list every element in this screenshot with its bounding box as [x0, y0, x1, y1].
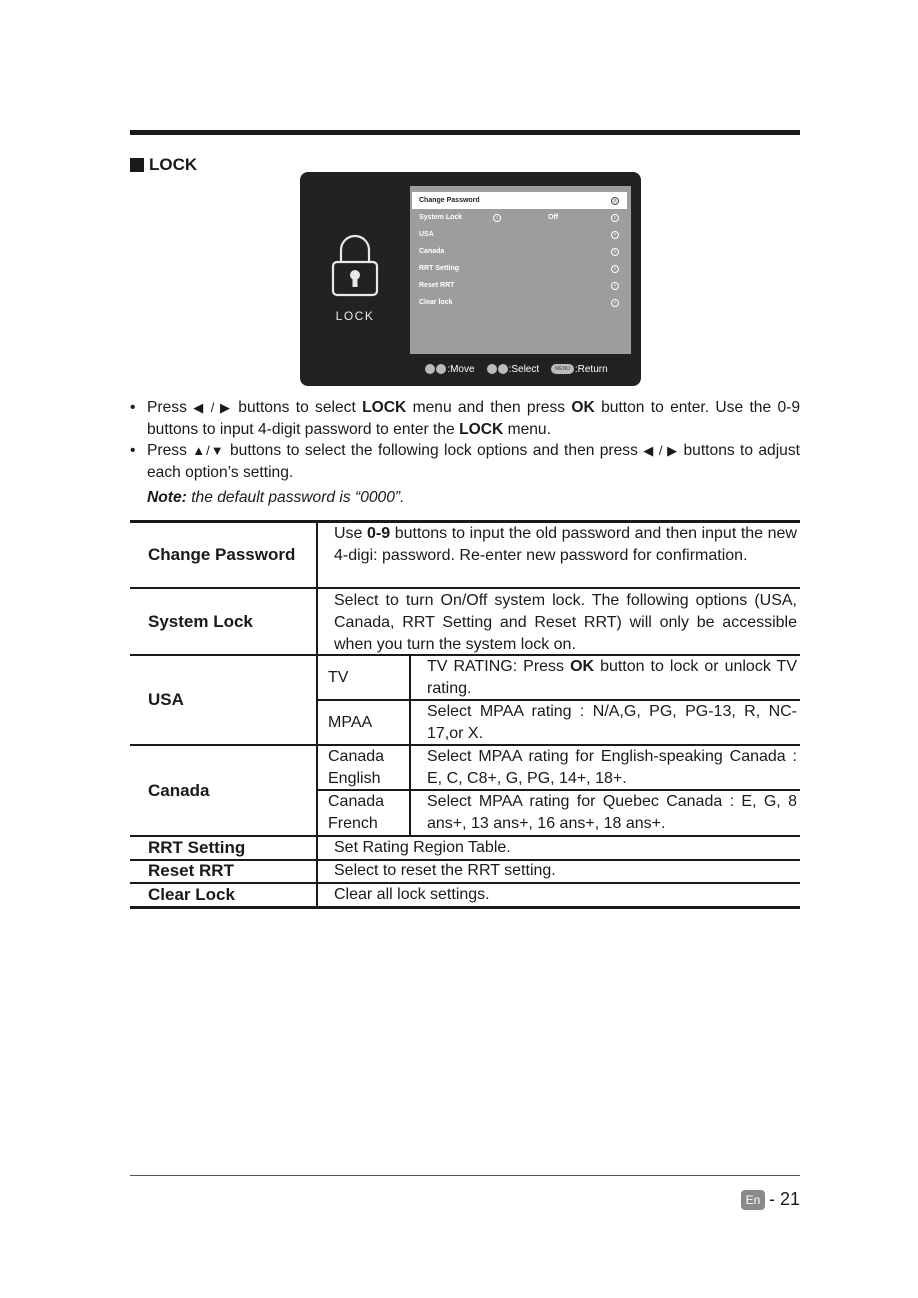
tv-menu-item-reset-rrt[interactable] — [412, 277, 627, 294]
row-desc-system-lock: Select to turn On/Off system lock. The following options (USA, Canada, RRT Setting and Reset RRT) will only be accessible when you turn the system lock on. — [334, 592, 797, 653]
arrow-right-icon: › — [611, 248, 619, 256]
left-button-icon — [487, 364, 497, 374]
tv-menu-item-label: System Lock — [419, 214, 463, 221]
sub-label-tv: TV — [328, 668, 349, 686]
sub-label-canada-english: Canada English — [328, 748, 385, 787]
note-label: Note: — [147, 489, 187, 506]
tv-menu-item-label: Reset RRT — [419, 282, 455, 289]
instruction-bullet-2 — [130, 440, 800, 483]
table-rule — [130, 906, 800, 909]
arrow-right-icon: › — [611, 299, 619, 307]
move-hint — [425, 364, 474, 375]
tv-menu-panel — [410, 186, 631, 354]
row-desc-rrt-setting: Set Rating Region Table. — [334, 839, 511, 856]
bottom-rule — [130, 1175, 800, 1176]
row-desc-usa-mpaa: Select MPAA rating : N/A,G, PG, PG-13, R, NC-17,or X. — [427, 703, 797, 742]
sub-label-mpaa: MPAA — [328, 713, 373, 731]
note — [147, 489, 404, 507]
table-column-rule — [316, 520, 318, 908]
return-hint — [551, 364, 608, 375]
bullet-dot: • — [130, 399, 136, 416]
row-desc-usa-tv: TV RATING: Press OK button to lock or unlock TV rating. — [427, 658, 797, 697]
row-desc-reset-rrt: Select to reset the RRT setting. — [334, 862, 556, 879]
arrow-right-icon: › — [611, 214, 619, 222]
tv-menu-item-system-lock[interactable] — [412, 209, 627, 226]
tv-menu-item-value: Off — [548, 214, 559, 221]
tv-menu-item-label: Change Password — [419, 197, 480, 204]
tv-screen — [300, 172, 641, 386]
down-button-icon — [436, 364, 446, 374]
right-button-icon — [498, 364, 508, 374]
row-desc-canada-english: Select MPAA rating for English-speaking Canada : E, C, C8+, G, PG, 14+, 18+. — [427, 748, 797, 787]
instruction-text-2: Press ▲/▼ buttons to select the following lock options and then press ◀ / ▶ buttons to adjust each option’s setting. — [147, 442, 800, 481]
bullet-dot: • — [130, 442, 136, 459]
select-hint — [487, 364, 540, 375]
page-footer — [741, 1189, 800, 1210]
language-badge: En — [741, 1190, 765, 1210]
page-number: - 21 — [768, 1189, 800, 1209]
tv-menu-item-label: RRT Setting — [419, 265, 460, 272]
row-desc-canada-french: Select MPAA rating for Quebec Canada : E, G, 8 ans+, 13 ans+, 16 ans+, 18 ans+. — [427, 793, 797, 832]
row-label-change-password: Change Password — [148, 544, 296, 564]
tv-left-panel — [300, 172, 410, 386]
row-label-usa: USA — [148, 690, 184, 709]
tv-footer-hints — [410, 358, 631, 380]
up-button-icon — [425, 364, 435, 374]
left-right-arrow-icons: ◀ / ▶ — [193, 400, 232, 415]
return-hint-label: :Return — [574, 363, 608, 375]
table-column-rule — [409, 654, 411, 835]
select-hint-label: :Select — [508, 363, 540, 375]
square-bullet-icon — [130, 158, 144, 172]
tv-menu-item-label: USA — [419, 231, 434, 238]
row-desc-clear-lock: Clear all lock settings. — [334, 886, 490, 903]
left-right-arrow-icons: ◀ / ▶ — [643, 443, 679, 458]
padlock-icon — [331, 232, 379, 297]
row-label-reset-rrt: Reset RRT — [148, 861, 234, 880]
up-down-arrow-icons: ▲/▼ — [192, 443, 225, 458]
tv-menu-item-label: Clear lock — [419, 299, 453, 306]
row-desc-change-password: Use 0-9 buttons to input the old password and then input the new 4-digi: password. Re-enter new password for confirmation. — [334, 525, 797, 564]
tv-menu-item-change-password[interactable] — [412, 192, 627, 209]
section-heading — [130, 155, 197, 175]
tv-menu-item-rrt-setting[interactable] — [412, 260, 627, 277]
arrow-right-icon: › — [611, 282, 619, 290]
tv-menu-item-usa[interactable] — [412, 226, 627, 243]
arrow-right-icon: › — [611, 231, 619, 239]
instruction-bullet-1 — [130, 397, 800, 440]
section-title: LOCK — [149, 155, 198, 174]
sub-label-canada-french: Canada French — [328, 793, 385, 832]
row-label-rrt-setting: RRT Setting — [148, 838, 246, 857]
row-label-canada: Canada — [148, 780, 210, 800]
row-label-clear-lock: Clear Lock — [148, 885, 235, 904]
tv-menu-item-label: Canada — [419, 248, 445, 255]
arrow-right-icon: › — [611, 197, 619, 205]
top-rule — [130, 130, 800, 135]
tv-menu-item-clear-lock[interactable] — [412, 294, 627, 311]
arrow-right-icon: › — [611, 265, 619, 273]
move-hint-label: :Move — [447, 363, 475, 375]
tv-left-label: LOCK — [335, 309, 375, 323]
instruction-bullets — [130, 397, 800, 483]
instruction-text-1: Press ◀ / ▶ buttons to select LOCK menu and then press OK button to enter. Use the 0-9 buttons to input 4-digit password to enter the LOCK menu. — [147, 399, 800, 438]
menu-key-icon: MENU — [551, 364, 574, 374]
tv-menu-item-canada[interactable] — [412, 243, 627, 260]
arrow-left-icon: ‹ — [493, 214, 501, 222]
note-text: the default password is “0000”. — [186, 489, 405, 506]
row-label-system-lock: System Lock — [148, 611, 253, 631]
